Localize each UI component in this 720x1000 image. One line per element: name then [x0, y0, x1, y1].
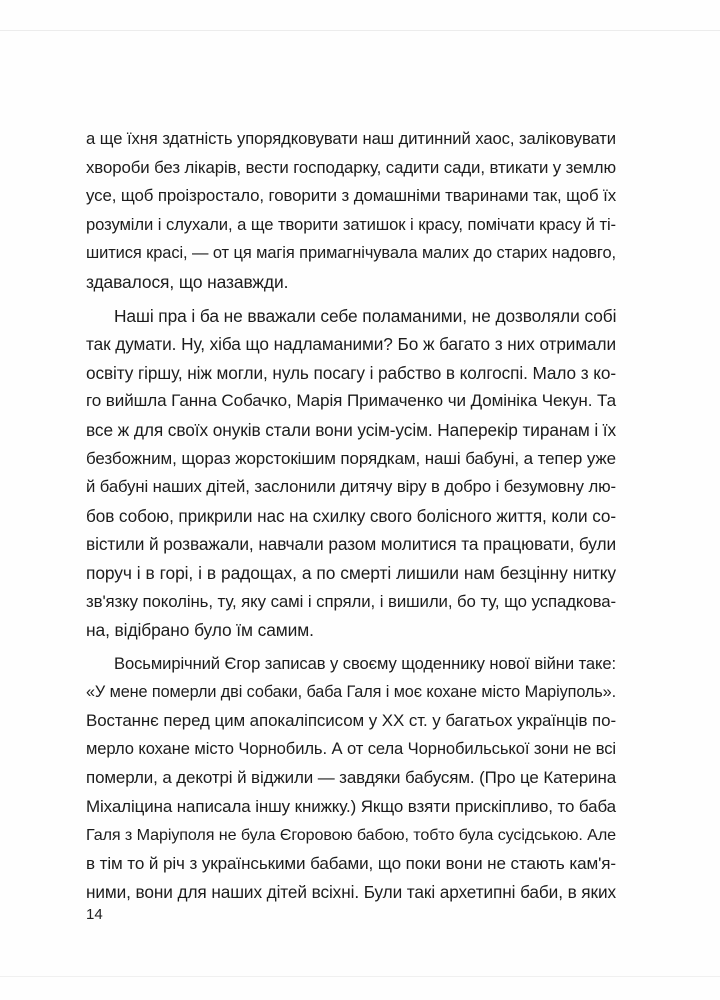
bottom-divider: [0, 976, 720, 977]
text-line: безбожним, щораз жорстокішим порядкам, наші бабуні, а тепер уже: [86, 448, 616, 468]
text-line: розуміли і слухали, а ще творити затишок і красу, помічати красу й ті-: [86, 214, 616, 234]
text-line: Восьмирічний Єгор записав у своєму щоденнику нової війни таке:: [114, 653, 616, 673]
text-line: Востаннє перед цим апокаліпсисом у ХХ ст. у багатьох українців по-: [86, 710, 616, 730]
text-line: Наші пра і ба не вважали себе поламаними, не дозволяли собі: [114, 305, 617, 326]
text-line: а ще їхня здатність упорядковувати наш дитинний хаос, заліковувати: [86, 129, 616, 148]
text-line: здавалося, що назавжди.: [86, 271, 289, 292]
text-line: освіту гіршу, ніж могли, нуль посагу і рабство в колгоспі. Мало з ко-: [86, 362, 616, 383]
text-line: «У мене померли дві собаки, баба Галя і моє кохане місто Маріуполь».: [86, 683, 616, 702]
text-line: Галя з Маріуполя не була Єгоровою бабою, тобто була сусідською. Але: [86, 826, 616, 845]
text-line: хвороби без лікарів, вести господарку, садити сади, втикати у землю: [86, 157, 617, 177]
top-divider: [0, 30, 720, 31]
text-line: зв'язку поколінь, ту, яку самі і спряли, і вишили, бо ту, що успадкова-: [86, 591, 616, 611]
text-line: так думати. Ну, хіба що надламаними? Бо ж багато з них отримали: [86, 334, 616, 355]
text-line: ними, вони для наших дітей всіхні. Були такі архетипні баби, в яких: [86, 882, 616, 903]
text-line: усе, щоб проізростало, говорити з домашніми тваринами так, щоб їх: [86, 186, 617, 206]
text-line: вістили й розважали, навчали разом молитися та працювати, були: [86, 534, 617, 555]
text-line: поруч і в горі, і в радощах, а по смерті лишили нам безцінну нитку: [86, 562, 616, 583]
text-line: Міхаліцина написала іншу книжку.) Якщо взяти прискіпливо, то баба: [86, 796, 616, 816]
paragraph-3: [86, 650, 616, 907]
text-line: бов собою, прикрили нас на схилку свого болісного життя, коли со-: [86, 505, 616, 526]
text-line: померли, а декотрі й віджили — завдяки бабусям. (Про це Катерина: [86, 768, 617, 788]
text-line: на, відібрано було їм самим.: [86, 620, 314, 641]
text-line: мерло кохане місто Чорнобиль. А от села Чорнобильської зони не всі: [86, 739, 617, 759]
body-text: [86, 125, 616, 907]
text-line: шитися красі, — от ця магія примагнічувала малих до старих надовго,: [86, 244, 616, 263]
page-number: 14: [86, 906, 103, 923]
text-line: в тім то й річ з українськими бабами, що поки вони не стають кам'я-: [86, 853, 616, 873]
text-line: й бабуні наших дітей, заслонили дитячу віру в добро і безумовну лю-: [86, 477, 616, 497]
paragraph-2: [86, 302, 616, 645]
text-line: все ж для своїх онуків стали вони усім-усім. Наперекір тиранам і їх: [86, 419, 617, 440]
paragraph-1: [86, 125, 616, 297]
text-line: го вийшла Ганна Собачко, Марія Примаченко чи Домініка Чекун. Та: [86, 391, 616, 411]
